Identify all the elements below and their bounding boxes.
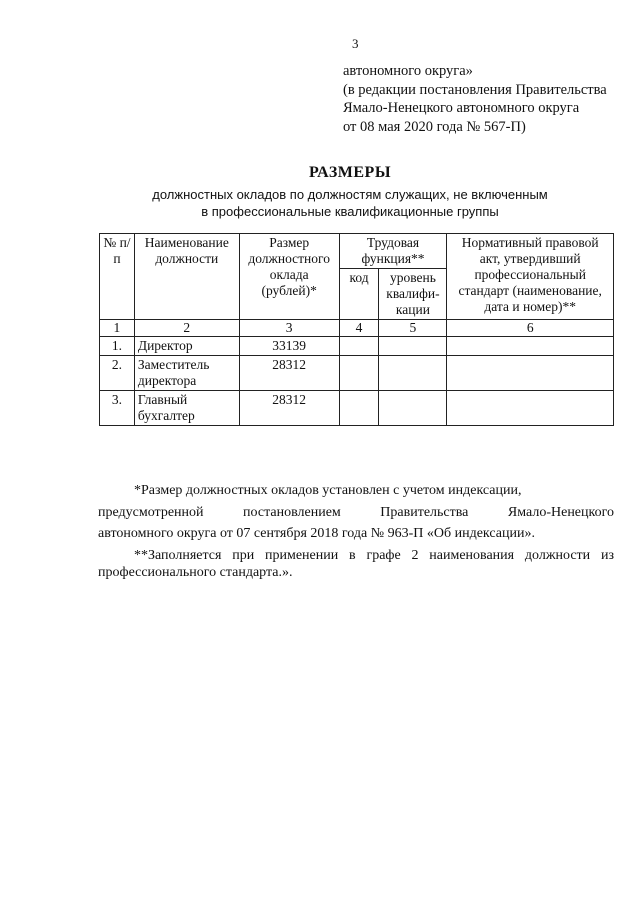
row-salary: 28312 (239, 356, 339, 391)
row-act (447, 356, 614, 391)
footnote-1-line: *Размер должностных окладов установлен с учетом индексации, (134, 483, 522, 498)
row-num: 1. (100, 337, 135, 356)
row-position-name: Директор (134, 337, 239, 356)
column-index: 4 (339, 320, 379, 337)
row-level (379, 337, 447, 356)
header-act: Нормативный правовой акт, утвердивший профессиональный стандарт (наименование, дата и номер)** (447, 234, 614, 320)
footnotes (98, 482, 614, 586)
footnote-1-line (98, 504, 614, 522)
column-index: 5 (379, 320, 447, 337)
header-name: Наименование должности (134, 234, 239, 320)
header-line: Ямало-Ненецкого автономного округа (343, 100, 580, 116)
table-header-row (100, 234, 614, 269)
row-num: 3. (100, 391, 135, 426)
footnote-word: Правительства (380, 504, 469, 520)
row-level (379, 356, 447, 391)
row-code (339, 391, 379, 426)
footnote-word: предусмотренной (98, 504, 204, 520)
column-index: 6 (447, 320, 614, 337)
footnote-word: постановлением (243, 504, 341, 520)
salary-table (99, 233, 614, 426)
header-code: код (339, 269, 379, 320)
row-position-name: Заместитель директора (134, 356, 239, 391)
subtitle-line: должностных окладов по должностям служащих, не включенным (152, 187, 548, 202)
table-row (100, 337, 614, 356)
table-row (100, 391, 614, 426)
document-subtitle (0, 186, 640, 220)
footnote-2: **Заполняется при применении в графе 2 наименования должности из профессионального стандарта.». (98, 547, 614, 580)
row-position-name: Главный бухгалтер (134, 391, 239, 426)
table-row (100, 356, 614, 391)
row-code (339, 356, 379, 391)
row-salary: 28312 (239, 391, 339, 426)
row-num: 2. (100, 356, 135, 391)
column-index: 3 (239, 320, 339, 337)
row-code (339, 337, 379, 356)
header-line: автономного округа» (343, 63, 473, 79)
header-num: № п/п (100, 234, 135, 320)
row-salary: 33139 (239, 337, 339, 356)
column-index: 2 (134, 320, 239, 337)
header-level: уровень квалифи-кации (379, 269, 447, 320)
column-index-row (100, 320, 614, 337)
header-labor-function: Трудовая функция** (339, 234, 447, 269)
row-level (379, 391, 447, 426)
row-act (447, 337, 614, 356)
header-line: (в редакции постановления Правительства (343, 81, 607, 98)
footnote-1-line: автономного округа от 07 сентября 2018 года № 963-П «Об индексации». (98, 526, 535, 541)
header-salary: Размер должностного оклада (рублей)* (239, 234, 339, 320)
header-line: от 08 мая 2020 года № 567-П) (343, 118, 526, 135)
column-index: 1 (100, 320, 135, 337)
subtitle-line: в профессиональные квалификационные группы (201, 204, 499, 219)
document-title: РАЗМЕРЫ (308, 164, 392, 181)
page-number: 3 (352, 36, 359, 51)
row-act (447, 391, 614, 426)
header-reference (343, 62, 633, 136)
footnote-word: Ямало-Ненецкого (507, 504, 614, 520)
